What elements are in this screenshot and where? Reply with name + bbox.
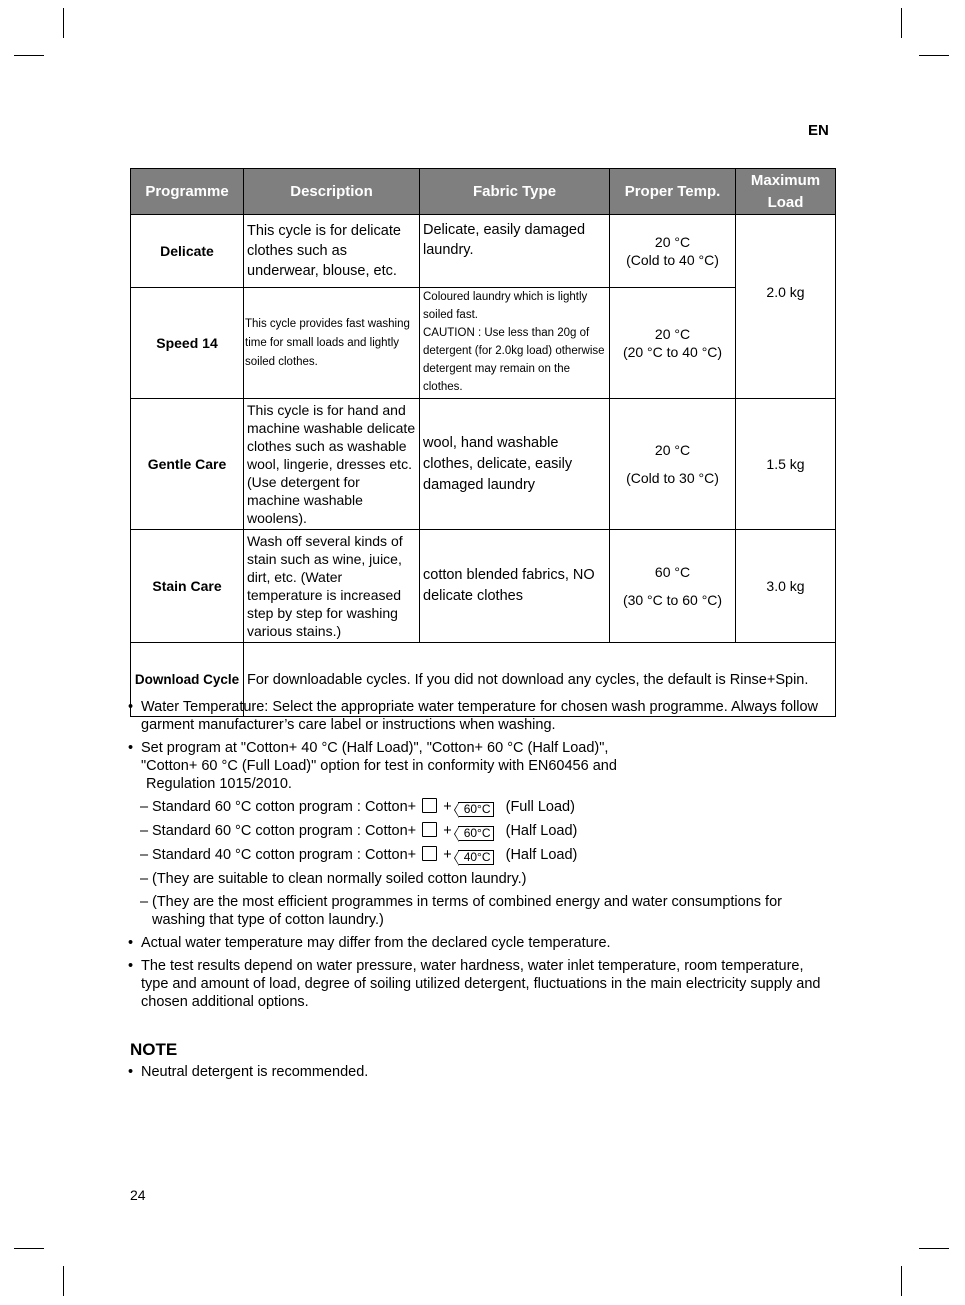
cotton-plus-icon	[422, 822, 437, 837]
dash-mark: –	[140, 823, 149, 839]
header-proper-temp: Proper Temp.	[610, 169, 736, 215]
crop-mark	[14, 1248, 44, 1249]
temp-value: 20 °C	[654, 234, 691, 250]
dash-mark: –	[140, 799, 149, 815]
note-line: Regulation 1015/2010.	[146, 776, 292, 792]
crop-mark	[63, 8, 64, 38]
note-dash-item	[128, 798, 833, 817]
header-load-line2: Load	[767, 193, 804, 211]
language-label: EN	[808, 122, 829, 139]
crop-mark	[919, 55, 949, 56]
crop-mark	[901, 8, 902, 38]
plus-sign: +	[443, 847, 452, 863]
header-programme: Programme	[131, 169, 244, 215]
plus-sign: +	[443, 799, 452, 815]
dash-mark: –	[140, 894, 149, 910]
proper-temp	[610, 215, 736, 288]
table-row	[131, 399, 836, 530]
table-row	[131, 530, 836, 643]
fabric-type: wool, hand washable clothes, delicate, easily damaged laundry	[420, 399, 610, 530]
note-text: (They are the most efficient programmes in terms of combined energy and water consumptions for washing that type of cotton laundry.)	[152, 894, 782, 928]
note-dash-item	[128, 893, 833, 929]
programme-description: For downloadable cycles. If you did not download any cycles, the default is Rinse+Spin.	[244, 643, 836, 717]
table-row	[131, 288, 836, 399]
table-row	[131, 215, 836, 288]
program-text: Standard 60 °C cotton program : Cotton+	[152, 799, 417, 815]
proper-temp	[610, 288, 736, 399]
temp-button-icon: 60°C	[458, 826, 494, 841]
header-maximum-load	[736, 169, 836, 215]
proper-temp	[610, 399, 736, 530]
programme-table	[130, 168, 836, 717]
header-description: Description	[244, 169, 420, 215]
crop-mark	[919, 1248, 949, 1249]
programme-name: Speed 14	[131, 288, 244, 399]
note-dash-item	[128, 846, 833, 865]
note-bullet: • The test results depend on water pressure, water hardness, water inlet temperature, room temperature, type and amount of load, degree of soiling utilized detergent, fluctuations in the main electricity supply and chosen additional options.	[128, 957, 833, 1011]
crop-mark	[901, 1266, 902, 1296]
programme-description: Wash off several kinds of stain such as wine, juice, dirt, etc. (Water temperature is increased step by step for washing various stains.)	[244, 530, 420, 643]
dash-mark: –	[140, 871, 149, 887]
programme-name: Delicate	[131, 215, 244, 288]
temp-range: (Cold to 30 °C)	[626, 470, 719, 486]
temp-range: (Cold to 40 °C)	[626, 252, 719, 268]
temp-value: 20 °C	[654, 326, 691, 342]
plus-sign: +	[443, 823, 452, 839]
header-fabric-type: Fabric Type	[420, 169, 610, 215]
fabric-type	[420, 288, 610, 399]
temp-range: (30 °C to 60 °C)	[622, 592, 723, 608]
page-number: 24	[130, 1187, 146, 1203]
proper-temp	[610, 530, 736, 643]
load-text: (Half Load)	[505, 823, 578, 839]
note-bullet: • Actual water temperature may differ from the declared cycle temperature.	[128, 934, 833, 952]
fabric-type-text: Coloured laundry which is lightly soiled fast.	[423, 291, 588, 321]
maximum-load: 1.5 kg	[736, 399, 836, 530]
temp-button-icon: 40°C	[458, 850, 494, 865]
note-bullet	[128, 739, 833, 793]
programme-description: This cycle is for delicate clothes such as underwear, blouse, etc.	[244, 215, 420, 288]
maximum-load: 3.0 kg	[736, 530, 836, 643]
fabric-type: cotton blended fabrics, NO delicate clothes	[420, 530, 610, 643]
header-load-line1: Maximum	[750, 171, 821, 189]
fabric-caution: CAUTION : Use less than 20g of detergent (for 2.0kg load) otherwise detergent may remain on the clothes.	[423, 327, 605, 393]
temp-button-icon: 60°C	[458, 802, 494, 817]
programme-description: This cycle is for hand and machine washable delicate clothes such as washable wool, lingerie, dresses etc. (Use detergent for machine washable woolens).	[244, 399, 420, 530]
program-text: Standard 40 °C cotton program : Cotton+	[152, 847, 417, 863]
note-line: • Set program at "Cotton+ 40 °C (Half Load)", "Cotton+ 60 °C (Half Load)",	[141, 740, 609, 756]
program-text: Standard 60 °C cotton program : Cotton+	[152, 823, 417, 839]
cotton-plus-icon	[422, 846, 437, 861]
temp-value: 20 °C	[654, 442, 691, 458]
load-text: (Full Load)	[505, 799, 575, 815]
note-text: (They are suitable to clean normally soiled cotton laundry.)	[152, 871, 527, 887]
crop-mark	[63, 1266, 64, 1296]
table-header-row	[131, 169, 836, 215]
notes-section	[128, 698, 833, 1016]
load-text: (Half Load)	[505, 847, 578, 863]
fabric-type: Delicate, easily damaged laundry.	[420, 215, 610, 288]
programme-name: Gentle Care	[131, 399, 244, 530]
temp-range: (20 °C to 40 °C)	[622, 344, 723, 360]
programme-name: Stain Care	[131, 530, 244, 643]
maximum-load: 2.0 kg	[736, 215, 836, 399]
note-line: "Cotton+ 60 °C (Full Load)" option for test in conformity with EN60456 and	[141, 758, 617, 774]
note-item: • Neutral detergent is recommended.	[128, 1064, 368, 1080]
cotton-plus-icon	[422, 798, 437, 813]
programme-description: This cycle provides fast washing time for small loads and lightly soiled clothes.	[244, 288, 420, 399]
note-bullet: • Water Temperature: Select the appropriate water temperature for chosen wash programme. Always follow garment manufacturer’s care label or instructions when washing.	[128, 698, 833, 734]
crop-mark	[14, 55, 44, 56]
temp-value: 60 °C	[654, 564, 691, 580]
dash-mark: –	[140, 847, 149, 863]
note-dash-item	[128, 822, 833, 841]
note-heading: NOTE	[130, 1040, 178, 1059]
note-dash-item	[128, 870, 833, 888]
programme-name: Download Cycle	[131, 643, 244, 717]
